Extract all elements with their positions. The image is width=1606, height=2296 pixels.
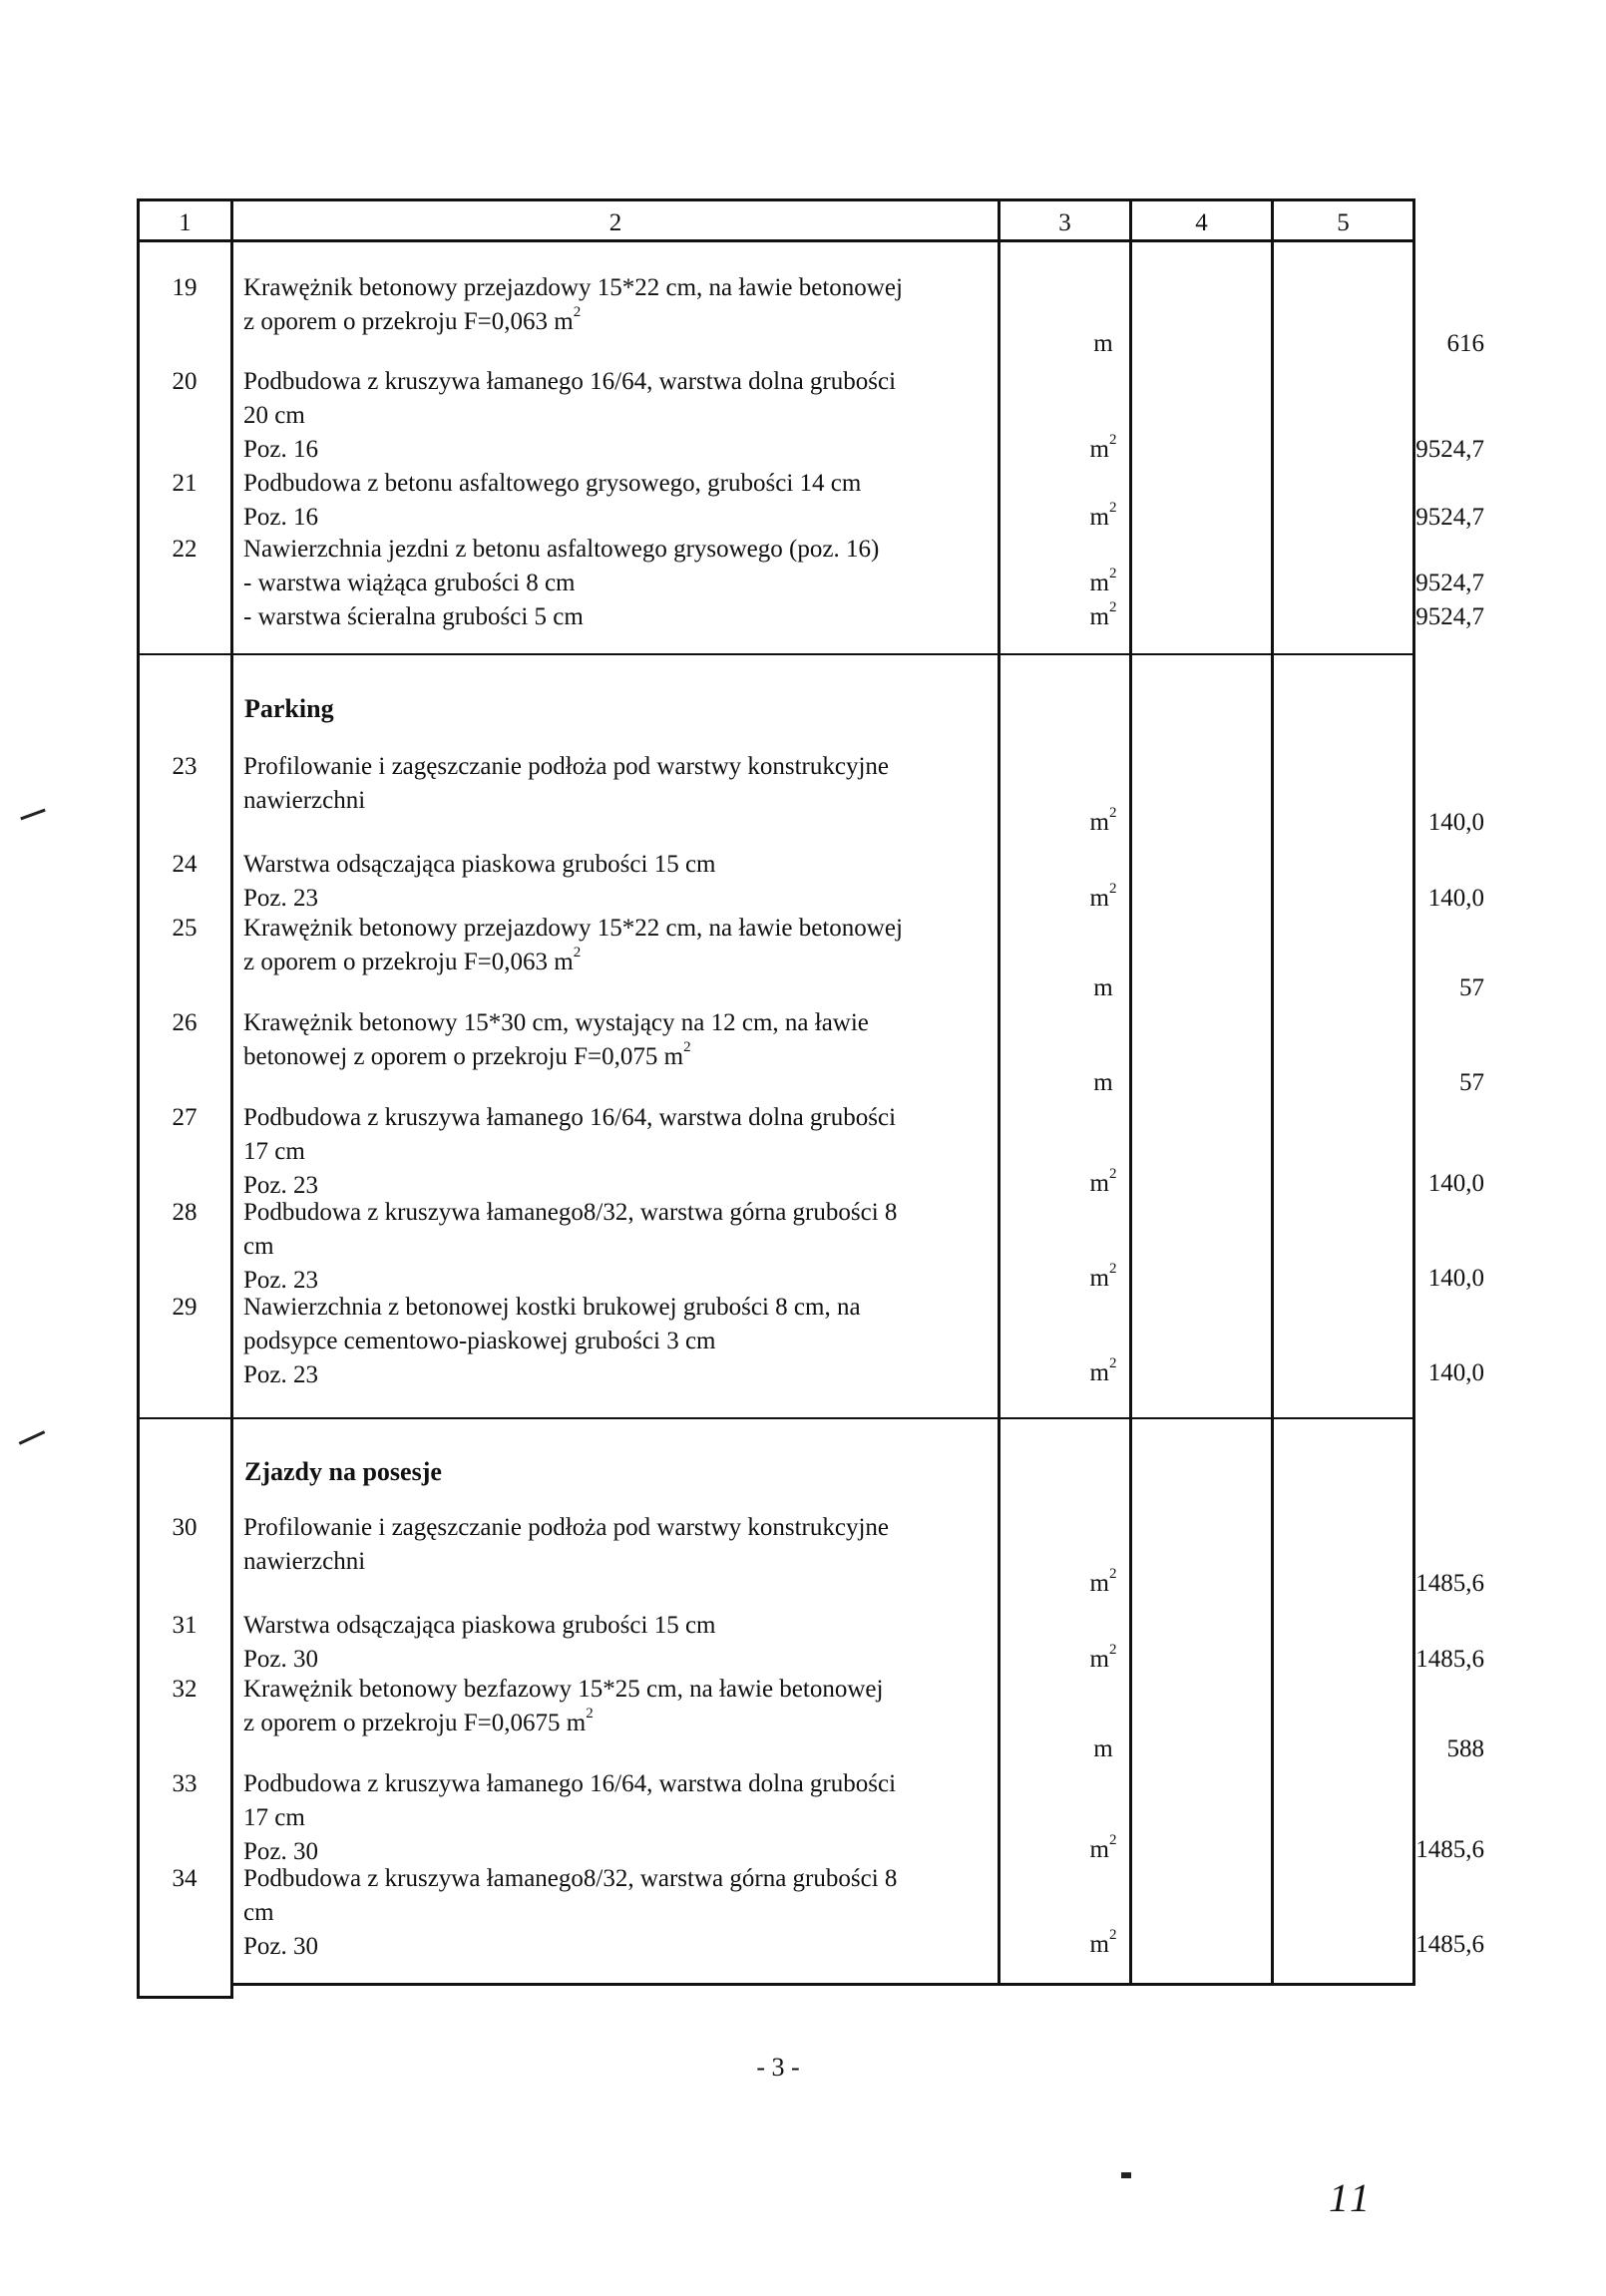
row-description (243, 1196, 1121, 1298)
description-line: Podbudowa z kruszywa łamanego8/32, warstwa górna grubości 8 (243, 1865, 898, 1892)
row-quantity: 1485,6 (1415, 1570, 1484, 1597)
row-description (243, 467, 1121, 535)
row-number: 26 (172, 1009, 198, 1036)
description-line: Podbudowa z kruszywa łamanego 16/64, warstwa dolna grubości (243, 368, 897, 395)
description-line: Krawężnik betonowy 15*30 cm, wystający na 12 cm, na ławie (243, 1009, 869, 1036)
description-line: betonowej z oporem o przekroju F=0,075 $m^2$ (243, 1039, 691, 1070)
section-divider-2 (140, 1417, 1415, 1419)
row-quantity: 588 (1446, 1735, 1484, 1762)
row-quantity: 9524,7 (1415, 603, 1484, 630)
description-line: cm (243, 1899, 274, 1926)
description-line: z oporem o przekroju F=0,063 $m^2$ (243, 304, 582, 335)
row-quantity: 140,0 (1427, 1265, 1484, 1292)
description-line: Krawężnik betonowy bezfazowy 15*25 cm, na ławie betonowej (243, 1676, 884, 1703)
row-unit: $m^2$ (1089, 1832, 1117, 1863)
row-unit: m (1093, 1735, 1113, 1762)
description-line: - warstwa ścieralna grubości 5 cm (243, 603, 584, 630)
description-line: Poz. 23 (243, 1172, 318, 1199)
row-unit: $m^2$ (1089, 1642, 1117, 1673)
description-line: 20 cm (243, 402, 305, 429)
row-unit: $m^2$ (1089, 566, 1117, 596)
header-col-5: 5 (1337, 209, 1350, 236)
row-unit: $m^2$ (1089, 500, 1117, 531)
description-line: Nawierzchnia z betonowej kostki brukowej grubości 8 cm, na (243, 1294, 861, 1321)
row-quantity: 140,0 (1427, 885, 1484, 912)
row-unit: $m^2$ (1089, 1566, 1117, 1597)
handwritten-page-number: 11 (1329, 2175, 1375, 2220)
row-description (243, 848, 1121, 916)
row-number: 20 (172, 368, 198, 395)
table-border-top (137, 198, 1415, 201)
column-divider-4-5 (1271, 198, 1274, 1986)
row-number: 31 (172, 1612, 198, 1639)
row-description (243, 1006, 1121, 1074)
description-line: Krawężnik betonowy przejazdowy 15*22 cm, na ławie betonowej (243, 915, 903, 942)
table-border-bottom-left (137, 1996, 233, 1999)
row-description (243, 912, 1121, 979)
scan-mark (20, 809, 45, 821)
header-col-1: 1 (179, 209, 192, 236)
row-description (243, 1767, 1121, 1869)
row-quantity: 57 (1459, 974, 1484, 1001)
header-col-2: 2 (608, 209, 622, 236)
description-line: Podbudowa z kruszywa łamanego 16/64, warstwa dolna grubości (243, 1770, 897, 1797)
row-number: 22 (172, 536, 198, 563)
row-number: 25 (172, 915, 198, 942)
description-line: Profilowanie i zagęszczanie podłoża pod warstwy konstrukcyjne (243, 1514, 890, 1541)
row-description (243, 533, 1121, 634)
row-unit: $m^2$ (1089, 805, 1117, 836)
row-number: 30 (172, 1514, 198, 1541)
description-line: Profilowanie i zagęszczanie podłoża pod warstwy konstrukcyjne (243, 753, 890, 780)
scan-mark (19, 1430, 46, 1445)
row-number: 27 (172, 1104, 198, 1131)
description-line: nawierzchni (243, 787, 366, 814)
row-quantity: 616 (1446, 330, 1484, 357)
row-description (243, 1673, 1121, 1740)
description-line: Poz. 16 (243, 504, 318, 531)
row-description (243, 1862, 1121, 1964)
row-unit: $m^2$ (1089, 432, 1117, 463)
row-quantity: 1485,6 (1415, 1836, 1484, 1863)
row-quantity: 1485,6 (1415, 1646, 1484, 1673)
row-number: 32 (172, 1676, 198, 1703)
row-unit: $m^2$ (1089, 1261, 1117, 1292)
description-line: Poz. 23 (243, 1267, 318, 1294)
description-line: Warstwa odsączająca piaskowa grubości 15 cm (243, 1612, 716, 1639)
row-number: 34 (172, 1865, 198, 1892)
description-line: z oporem o przekroju F=0,0675 $m^2$ (243, 1706, 594, 1736)
description-line: cm (243, 1233, 274, 1260)
row-quantity: 57 (1459, 1069, 1484, 1096)
row-unit: $m^2$ (1089, 1927, 1117, 1958)
scan-mark (1121, 2172, 1131, 2178)
row-unit: m (1093, 330, 1113, 357)
description-line: - warstwa wiążąca grubości 8 cm (243, 570, 576, 596)
description-line: Podbudowa z kruszywa łamanego8/32, warstwa górna grubości 8 (243, 1199, 898, 1226)
row-quantity: 9524,7 (1415, 436, 1484, 463)
description-line: Warstwa odsączająca piaskowa grubości 15 cm (243, 851, 716, 878)
section-title-zjazdy: Zjazdy na posesje (244, 1457, 442, 1486)
description-line: Poz. 30 (243, 1646, 318, 1673)
row-unit: $m^2$ (1089, 1166, 1117, 1197)
row-description (243, 1609, 1121, 1677)
description-line: Poz. 16 (243, 436, 318, 463)
row-number: 21 (172, 470, 198, 497)
description-line: Nawierzchnia jezdni z betonu asfaltowego grysowego (poz. 16) (243, 536, 880, 563)
row-description (243, 1511, 1121, 1579)
row-unit: m (1093, 974, 1113, 1001)
description-line: Poz. 30 (243, 1933, 318, 1960)
header-col-4: 4 (1195, 209, 1208, 236)
row-number: 19 (172, 274, 198, 301)
row-number: 29 (172, 1294, 198, 1321)
section-divider-1 (140, 653, 1415, 655)
row-quantity: 9524,7 (1415, 504, 1484, 531)
description-line: Poz. 30 (243, 1838, 318, 1865)
row-number: 33 (172, 1770, 198, 1797)
row-description (243, 1291, 1121, 1392)
description-line: Podbudowa z kruszywa łamanego 16/64, warstwa dolna grubości (243, 1104, 897, 1131)
row-description (243, 271, 1121, 339)
description-line: nawierzchni (243, 1548, 366, 1575)
description-line: Poz. 23 (243, 1361, 318, 1388)
row-unit: $m^2$ (1089, 881, 1117, 912)
row-number: 23 (172, 753, 198, 780)
row-unit: $m^2$ (1089, 599, 1117, 630)
row-quantity: 140,0 (1427, 1359, 1484, 1386)
row-quantity: 140,0 (1427, 809, 1484, 836)
row-unit: $m^2$ (1089, 1355, 1117, 1386)
description-line: podsypce cementowo-piaskowej grubości 3 cm (243, 1328, 716, 1354)
row-quantity: 9524,7 (1415, 570, 1484, 596)
table-border-bottom-right (230, 1983, 1415, 1986)
header-col-3: 3 (1058, 209, 1071, 236)
description-line: Krawężnik betonowy przejazdowy 15*22 cm, na ławie betonowej (243, 274, 903, 301)
row-description (243, 365, 1121, 467)
row-unit: m (1093, 1069, 1113, 1096)
row-number: 24 (172, 851, 198, 878)
description-line: z oporem o przekroju F=0,063 $m^2$ (243, 945, 582, 975)
page-number: - 3 - (756, 2053, 800, 2082)
row-number: 28 (172, 1199, 198, 1226)
column-divider-1-2 (230, 198, 233, 1999)
description-line: 17 cm (243, 1138, 305, 1165)
description-line: Poz. 23 (243, 885, 318, 912)
description-line: 17 cm (243, 1804, 305, 1831)
section-title-parking: Parking (244, 694, 334, 723)
row-description (243, 1101, 1121, 1203)
description-line: Podbudowa z betonu asfaltowego grysowego, grubości 14 cm (243, 470, 862, 497)
row-quantity: 140,0 (1427, 1170, 1484, 1197)
row-description (243, 750, 1121, 818)
row-quantity: 1485,6 (1415, 1931, 1484, 1958)
